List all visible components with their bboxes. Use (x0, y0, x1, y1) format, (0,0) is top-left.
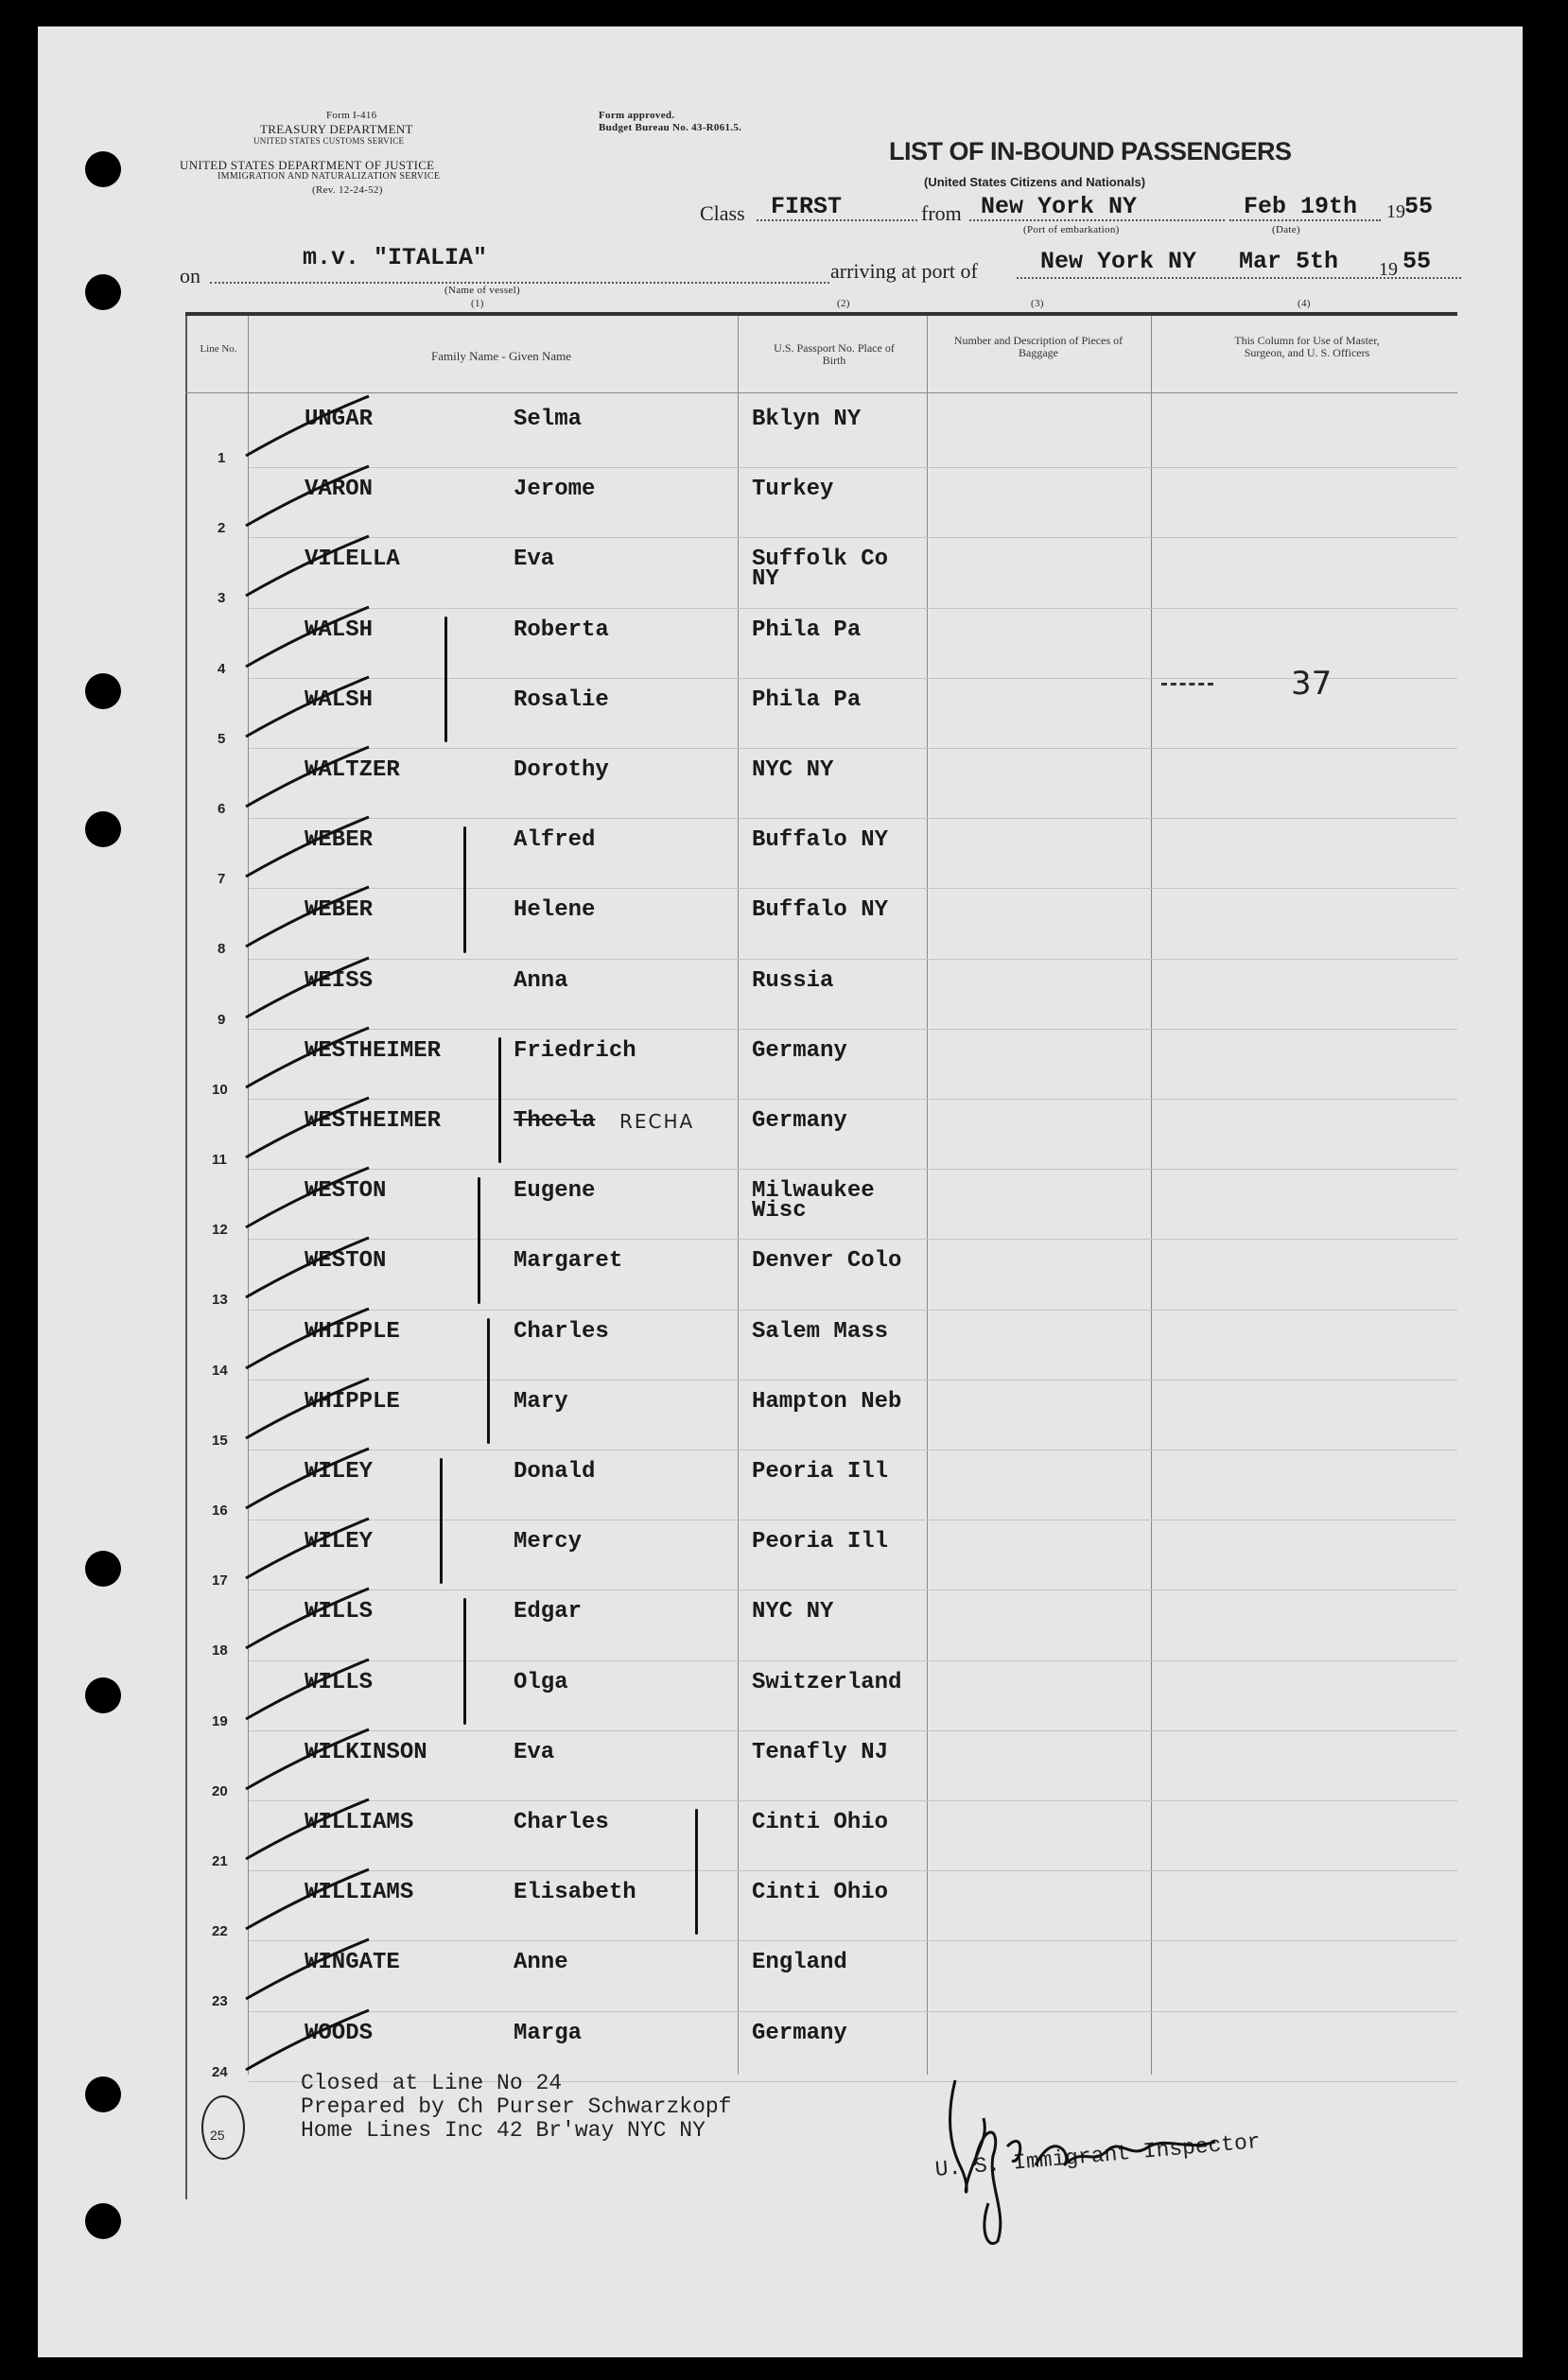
customs-service: UNITED STATES CUSTOMS SERVICE (253, 136, 405, 146)
embarkation-port: New York NY (981, 193, 1138, 220)
col-header-name: Family Name - Given Name (430, 349, 571, 363)
check-mark (236, 1444, 378, 1520)
given-name: Dorothy (514, 757, 609, 783)
form-approved: Form approved. (599, 110, 675, 121)
line-number: 24 (212, 2063, 228, 2080)
given-name: Mercy (514, 1529, 583, 1555)
check-mark (236, 1935, 378, 2010)
given-name: Eva (514, 547, 555, 573)
check-mark (236, 1023, 378, 1099)
row-rule (249, 2011, 1457, 2012)
given-name: Charles (514, 1318, 609, 1345)
family-name: VILELLA (305, 547, 400, 573)
family-name: WHIPPLE (305, 1318, 400, 1345)
family-name: WILEY (305, 1529, 374, 1555)
family-name: WESTON (305, 1178, 387, 1205)
line-number: 18 (212, 1642, 228, 1659)
col-3-number: (3) (1031, 298, 1044, 309)
family-group-bracket (463, 1598, 466, 1724)
family-name: WALSH (305, 686, 374, 713)
punch-hole (85, 811, 121, 847)
handwritten-dashes (1161, 683, 1213, 686)
family-name: WESTHEIMER (305, 1108, 442, 1134)
row-rule (249, 1940, 1457, 1941)
check-mark (236, 1514, 378, 1590)
given-name: Alfred (514, 827, 596, 854)
given-name: Anna (514, 967, 568, 994)
vessel-name: m.v. "ITALIA" (303, 244, 488, 271)
place-of-birth: Hampton Neb (752, 1388, 902, 1415)
line-number: 7 (218, 871, 226, 888)
family-name: WESTHEIMER (305, 1037, 442, 1064)
check-mark (236, 1725, 378, 1800)
line-number: 20 (212, 1782, 228, 1799)
date-caption: (Date) (1272, 224, 1300, 235)
inspector-signature (932, 2061, 1234, 2250)
year-2: 55 (1402, 248, 1432, 275)
place-of-birth: Bklyn NY (752, 407, 862, 432)
place-of-birth: Cinti Ohio (752, 1880, 889, 1906)
check-mark (236, 812, 378, 888)
place-of-birth: Peoria Ill (752, 1529, 889, 1555)
place-of-birth: Cinti Ohio (752, 1810, 889, 1835)
place-of-birth: Germany (752, 1108, 847, 1134)
check-mark (236, 1233, 378, 1309)
page-title: LIST OF IN-BOUND PASSENGERS (889, 137, 1292, 165)
family-group-bracket (478, 1177, 480, 1303)
footer-closed: Closed at Line No 24 (301, 2071, 563, 2095)
family-name: WILEY (305, 1459, 374, 1485)
given-name: Helene (514, 897, 596, 924)
given-name: Edgar (514, 1599, 583, 1625)
arriving-label: arriving at port of (830, 259, 978, 283)
line-number: 5 (218, 730, 226, 747)
line-number: 16 (212, 1503, 228, 1519)
place-of-birth: Buffalo NY (752, 897, 889, 924)
given-name: Donald (514, 1459, 596, 1485)
col-4-number: (4) (1298, 298, 1311, 309)
family-group-bracket (487, 1318, 490, 1444)
check-mark (236, 1865, 378, 1940)
line-number: 15 (212, 1432, 228, 1449)
place-of-birth: Buffalo NY (752, 827, 889, 854)
line-number: 9 (218, 1011, 226, 1028)
place-of-birth: Peoria Ill (752, 1459, 889, 1485)
punch-hole (85, 1551, 121, 1587)
col-header-passport: U.S. Passport No. Place of Birth (774, 341, 895, 368)
table-top-rule (185, 312, 1457, 316)
family-group-bracket (440, 1458, 443, 1584)
check-mark (236, 1584, 378, 1659)
embarkation-date: Feb 19th (1244, 193, 1358, 220)
given-name: Elisabeth (514, 1880, 636, 1906)
place-of-birth: NYC NY (752, 1599, 834, 1625)
row-rule (249, 1870, 1457, 1871)
place-of-birth: Tenafly NJ (752, 1739, 889, 1765)
handwritten-count: 37 (1291, 665, 1333, 703)
arrival-port: New York NY (1040, 248, 1197, 275)
family-name: WILKINSON (305, 1739, 427, 1765)
line-number: 14 (212, 1362, 228, 1379)
line-number: 19 (212, 1712, 228, 1729)
line-number: 23 (212, 1993, 228, 2010)
check-mark (236, 1163, 378, 1239)
row-rule (249, 959, 1457, 960)
given-name: Charles (514, 1810, 609, 1835)
place-of-birth: Phila Pa (752, 617, 862, 643)
place-of-birth: Turkey (752, 477, 834, 503)
family-name: WHIPPLE (305, 1388, 400, 1415)
check-mark (236, 1374, 378, 1450)
line-number: 3 (218, 590, 226, 607)
row-rule (249, 1660, 1457, 1661)
footer-prepared: Prepared by Ch Purser Schwarzkopf (301, 2094, 732, 2119)
revision: (Rev. 12-24-52) (312, 184, 383, 196)
on-label: on (180, 264, 200, 287)
place-of-birth: Germany (752, 1037, 847, 1064)
check-mark (236, 602, 378, 678)
footer-home-lines: Home Lines Inc 42 Br'way NYC NY (301, 2118, 706, 2143)
row-rule (249, 1099, 1457, 1100)
family-group-bracket (695, 1809, 698, 1935)
row-rule (249, 608, 1457, 609)
place-of-birth: Germany (752, 2020, 847, 2046)
place-of-birth: Milwaukee (752, 1178, 875, 1205)
handwritten-given-correction: RECHA (619, 1110, 695, 1133)
place-of-birth-cont: NY (752, 566, 779, 593)
row-rule (249, 1310, 1457, 1311)
from-label: from (921, 201, 962, 225)
punch-hole (85, 2203, 121, 2239)
check-mark (236, 1795, 378, 1870)
vessel-underline (210, 282, 829, 284)
given-name: Eva (514, 1739, 555, 1765)
row-rule (249, 537, 1457, 538)
check-mark (236, 2006, 378, 2081)
line-number: 1 (218, 450, 226, 466)
inspector-label: U. S. Immigrant Inspector (933, 2129, 1262, 2182)
line-number: 12 (212, 1222, 228, 1239)
line-number: 10 (212, 1081, 228, 1098)
punch-hole (85, 151, 121, 187)
given-name: Roberta (514, 617, 609, 643)
check-mark (236, 461, 378, 537)
place-of-birth: Denver Colo (752, 1248, 902, 1275)
row-rule (249, 1450, 1457, 1451)
row-rule (249, 1380, 1457, 1381)
row-rule (249, 888, 1457, 889)
row-rule (249, 818, 1457, 819)
treasury-department: TREASURY DEPARTMENT (260, 122, 413, 136)
given-name: Rosalie (514, 686, 609, 713)
check-mark (236, 1304, 378, 1380)
col-header-baggage: Number and Description of Pieces of Baggage (953, 334, 1124, 360)
line-number: 17 (212, 1572, 228, 1590)
row-rule (249, 467, 1457, 468)
line-number: 11 (212, 1152, 227, 1168)
punch-hole (85, 1677, 121, 1713)
family-name: WINGATE (305, 1950, 400, 1976)
dept-of-justice: UNITED STATES DEPARTMENT OF JUSTICE (180, 158, 435, 172)
row-rule (249, 1169, 1457, 1170)
given-name: Selma (514, 407, 583, 432)
line-25-number: 25 (210, 2128, 225, 2143)
class-value: FIRST (771, 193, 843, 220)
place-of-birth: England (752, 1950, 847, 1976)
family-name: UNGAR (305, 407, 374, 432)
place-of-birth: Salem Mass (752, 1318, 889, 1345)
col-1-number: (1) (471, 298, 484, 309)
col-header-line-no: Line No. (200, 343, 237, 355)
family-name: WEBER (305, 827, 374, 854)
place-of-birth: Switzerland (752, 1669, 902, 1695)
family-name: VARON (305, 477, 374, 503)
line-number: 4 (218, 660, 226, 677)
family-name: WILLIAMS (305, 1880, 414, 1906)
given-name: Eugene (514, 1178, 596, 1205)
line-number: 13 (212, 1292, 228, 1309)
family-group-bracket (463, 826, 466, 952)
port-caption: (Port of embarkation) (1023, 224, 1120, 235)
ins-service: IMMIGRATION AND NATURALIZATION SERVICE (218, 171, 441, 182)
family-name: WOODS (305, 2020, 374, 2046)
row-rule (249, 678, 1457, 679)
arrival-date: Mar 5th (1239, 248, 1339, 275)
punch-hole (85, 2076, 121, 2112)
check-mark (236, 882, 378, 958)
family-name: WILLIAMS (305, 1810, 414, 1835)
family-name: WALTZER (305, 757, 400, 783)
page-subtitle: (United States Citizens and Nationals) (924, 175, 1146, 189)
row-rule (249, 1239, 1457, 1240)
family-name: WEISS (305, 967, 374, 994)
check-mark (236, 1093, 378, 1169)
col-2-number: (2) (837, 298, 850, 309)
line-number: 21 (212, 1853, 228, 1869)
year-prefix-1: 19 (1386, 201, 1405, 222)
family-name: WEBER (305, 897, 374, 924)
line-number: 8 (218, 941, 226, 958)
check-mark (236, 531, 378, 607)
given-name: Mary (514, 1388, 568, 1415)
year-prefix-2: 19 (1379, 259, 1398, 280)
family-name: WESTON (305, 1248, 387, 1275)
given-name: Margaret (514, 1248, 623, 1275)
row-rule (249, 1029, 1457, 1030)
check-mark (236, 953, 378, 1029)
punch-hole (85, 274, 121, 310)
col-header-officers: This Column for Use of Master, Surgeon, and U. S. Officers (1234, 334, 1380, 360)
family-group-bracket (444, 617, 447, 742)
row-rule (249, 1800, 1457, 1801)
place-of-birth: Russia (752, 967, 834, 994)
vessel-caption: (Name of vessel) (444, 285, 520, 296)
row-rule (249, 748, 1457, 749)
place-of-birth: Suffolk Co (752, 547, 889, 573)
given-name: Thecla (514, 1108, 596, 1134)
budget-bureau: Budget Bureau No. 43-R061.5. (599, 122, 742, 133)
given-name: Anne (514, 1950, 568, 1976)
punch-hole (85, 673, 121, 709)
family-name: WILLS (305, 1669, 374, 1695)
place-of-birth: Phila Pa (752, 686, 862, 713)
place-of-birth: NYC NY (752, 757, 834, 783)
row-rule (249, 1730, 1457, 1731)
family-group-bracket (498, 1037, 501, 1163)
class-label: Class (700, 201, 745, 225)
family-name: WALSH (305, 617, 374, 643)
check-mark (236, 1655, 378, 1730)
given-name: Friedrich (514, 1037, 636, 1064)
line-number: 22 (212, 1923, 228, 1940)
check-mark (236, 391, 378, 467)
form-number: Form I-416 (326, 110, 377, 121)
check-mark (236, 742, 378, 818)
given-name: Jerome (514, 477, 596, 503)
check-mark (236, 672, 378, 748)
place-of-birth-cont: Wisc (752, 1198, 807, 1225)
line-number: 6 (218, 801, 226, 817)
line-number: 2 (218, 520, 226, 537)
family-name: WILLS (305, 1599, 374, 1625)
year-1: 55 (1404, 193, 1434, 220)
given-name: Marga (514, 2020, 583, 2046)
given-name: Olga (514, 1669, 568, 1695)
